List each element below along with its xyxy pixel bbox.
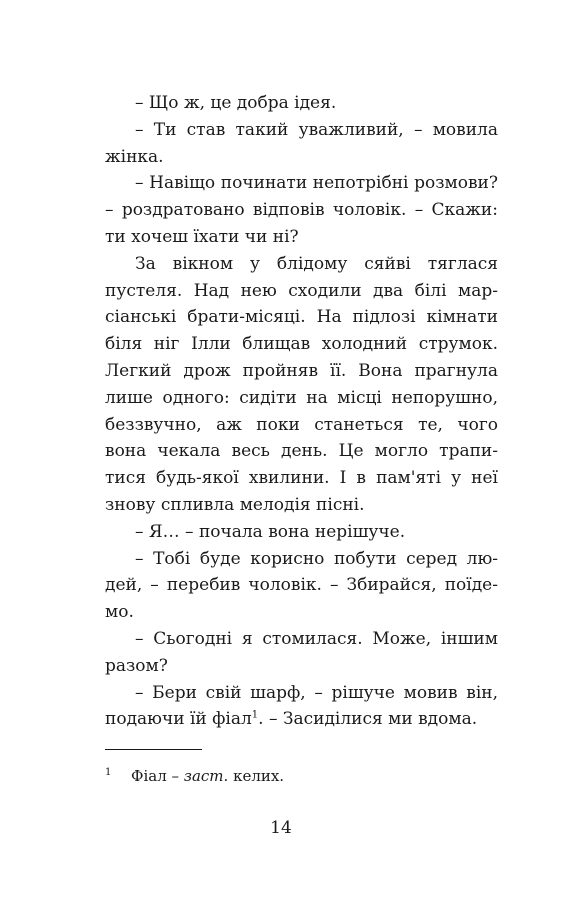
paragraph-7: – Сьогодні я стомилася. Може, іншим разом? <box>105 628 498 676</box>
footnote-reference[interactable]: 1 <box>251 709 259 721</box>
footnote-divider <box>105 749 202 750</box>
paragraph-8 <box>105 680 498 734</box>
paragraph-5: – Я… – почала вона нерішуче. <box>135 521 406 542</box>
page-body <box>105 90 498 733</box>
paragraph-8-text: – Бери свій шарф, – рішуче мовив він, подаючи їй фіал <box>105 682 498 730</box>
footnote-abbreviation: заст. <box>183 767 229 785</box>
paragraph-4: За вікном у блідому сяйві тяглася пустеля. Над нею сходили два білі марсіанські брати-місяці. На підлозі кімнати біля ніг Ілли блищав холодний струмок. Легкий дрож пройняв її. Вона прагнула лише одного: сидіти на місці непорушно, беззвучно, аж поки станеться те, чого вона чекала весь день. Це могло трапитися будь-якої хвилини. І в пам'яті у неї знову спливла мелодія пісні. <box>105 253 498 515</box>
paragraph-8-tail: . – Засиділися ми вдома. <box>258 709 478 730</box>
footnote-definition: келих. <box>228 767 285 785</box>
paragraph-2: – Ти став такий уважливий, – мовила жінка. <box>105 119 498 167</box>
paragraph-3: – Навіщо починати непотрібні розмови? – роздратовано відповів чоловік. – Скажи: ти хочеш їхати чи ні? <box>105 173 498 247</box>
paragraph-6: – Тобі буде корисно побути серед людей, – перебив чоловік. – Збирайся, поїдемо. <box>105 548 498 623</box>
page-number: 14 <box>270 818 292 838</box>
body-text <box>105 90 498 733</box>
footnote-term: Фіал – <box>131 767 184 785</box>
paragraph-1: – Що ж, це добра ідея. <box>135 93 337 113</box>
footnote: 1 Фіал – заст. келих. <box>105 767 285 785</box>
